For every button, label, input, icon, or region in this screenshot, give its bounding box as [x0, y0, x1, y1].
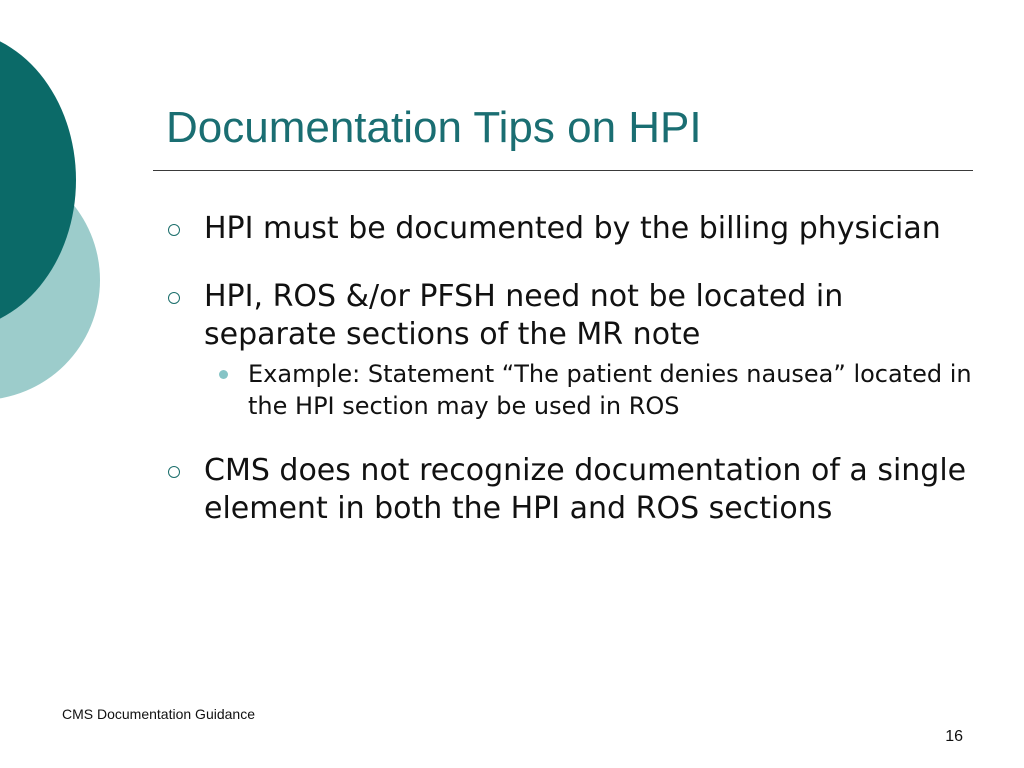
page-number: 16 — [945, 728, 963, 745]
bullet-text: HPI, ROS &/or PFSH need not be located in separate sections of the MR note — [204, 279, 844, 352]
hollow-circle-bullet-icon — [168, 224, 180, 236]
bullet-text: CMS does not recognize documentation of a single element in both the HPI and ROS sections — [204, 453, 967, 526]
bullet-text: HPI must be documented by the billing physician — [204, 211, 941, 246]
sub-bullet-text: Example: Statement “The patient denies nausea” located in the HPI section may be used in ROS — [248, 360, 972, 420]
filled-dot-bullet-icon — [219, 370, 228, 379]
bullet-item — [160, 210, 980, 248]
hollow-circle-bullet-icon — [168, 466, 180, 478]
title-divider — [153, 170, 973, 171]
sub-bullet-item — [204, 358, 980, 422]
footer-text: CMS Documentation Guidance — [62, 706, 255, 722]
bullet-list — [160, 210, 980, 558]
hollow-circle-bullet-icon — [168, 292, 180, 304]
bullet-item — [160, 452, 980, 528]
sub-bullet-list — [204, 358, 980, 422]
slide-title: Documentation Tips on HPI — [166, 103, 702, 152]
bullet-item — [160, 278, 980, 422]
